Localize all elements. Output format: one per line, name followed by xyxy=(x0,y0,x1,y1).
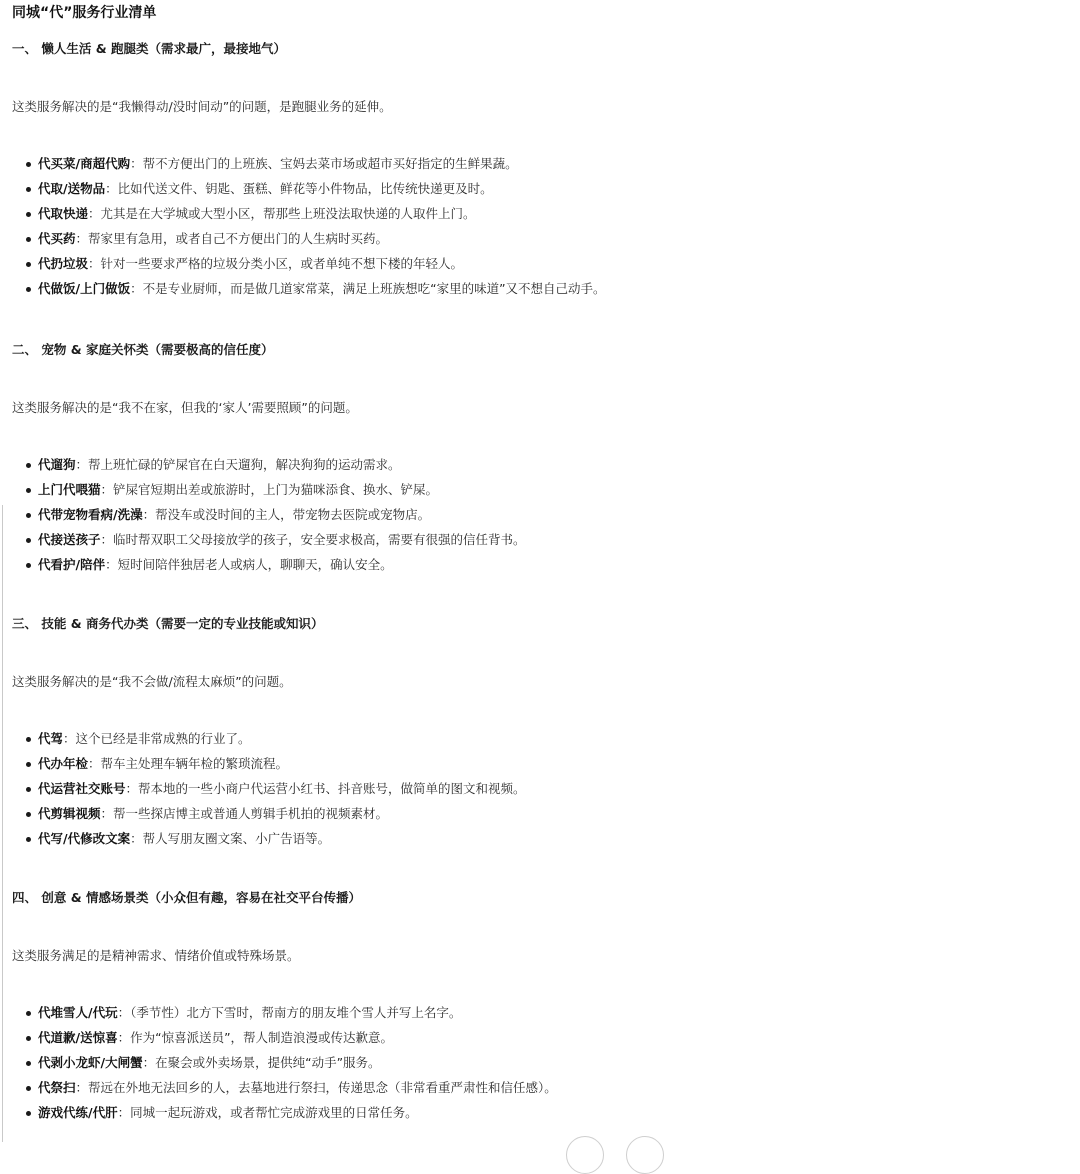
bullet-icon xyxy=(26,1036,31,1041)
service-description: 帮家里有急用，或者自己不方便出门的人生病时买药。 xyxy=(88,231,389,246)
service-description: 帮上班忙碌的铲屎官在白天遛狗，解决狗狗的运动需求。 xyxy=(88,457,401,472)
bullet-icon xyxy=(26,812,31,817)
service-term: 代道歉/送惊喜 xyxy=(38,1030,118,1045)
service-description: 在聚会或外卖场景，提供纯“动手”服务。 xyxy=(155,1055,381,1070)
left-vertical-rule xyxy=(2,505,3,1142)
service-description: 同城一起玩游戏，或者帮忙完成游戏里的日常任务。 xyxy=(130,1105,418,1120)
list-item xyxy=(12,155,606,180)
separator: ： xyxy=(105,181,118,196)
service-description: 不是专业厨师，而是做几道家常菜，满足上班族想吃“家里的味道”又不想自己动手。 xyxy=(142,281,606,296)
service-term: 代剪辑视频 xyxy=(38,806,101,821)
service-description: 帮人写朋友圈文案、小广告语等。 xyxy=(142,831,331,846)
bullet-icon xyxy=(26,1061,31,1066)
separator: ： xyxy=(75,231,89,246)
service-term: 代接送孩子 xyxy=(38,532,101,547)
service-list xyxy=(12,155,606,305)
service-description: 帮车主处理车辆年检的繁琐流程。 xyxy=(100,756,289,771)
service-description: 帮远在外地无法回乡的人，去墓地进行祭扫，传递思念（非常看重严肃性和信任感）。 xyxy=(88,1080,557,1095)
list-item xyxy=(12,805,526,830)
list-item xyxy=(12,456,526,481)
bullet-icon xyxy=(26,513,31,518)
separator: ： xyxy=(88,206,101,221)
list-item xyxy=(12,1004,557,1029)
section-intro: 这类服务解决的是“我懒得动/没时间动”的问题，是跑腿业务的延伸。 xyxy=(12,99,392,114)
list-item xyxy=(12,1054,557,1079)
service-term: 代办年检 xyxy=(38,756,89,771)
service-term: 代取/送物品 xyxy=(38,181,106,196)
section-heading: 一、 懒人生活 & 跑腿类（需求最广，最接地气） xyxy=(12,41,286,56)
service-term: 代带宠物看病/洗澡 xyxy=(38,507,143,522)
separator: ： xyxy=(117,1005,131,1020)
bullet-icon xyxy=(26,762,31,767)
list-item xyxy=(12,1029,557,1054)
list-item xyxy=(12,230,606,255)
service-term: 代遛狗 xyxy=(38,457,76,472)
list-item xyxy=(12,1079,557,1104)
bullet-icon xyxy=(26,463,31,468)
section-intro: 这类服务满足的是精神需求、情绪价值或特殊场景。 xyxy=(12,948,300,963)
separator: ： xyxy=(105,557,118,572)
service-term: 代看护/陪伴 xyxy=(38,557,106,572)
list-item xyxy=(12,205,606,230)
separator: ： xyxy=(100,532,114,547)
list-item xyxy=(12,180,606,205)
bullet-icon xyxy=(26,538,31,543)
list-item xyxy=(12,556,526,581)
list-item xyxy=(12,531,526,556)
list-item xyxy=(12,755,526,780)
list-item xyxy=(12,780,526,805)
service-description: 针对一些要求严格的垃圾分类小区，或者单纯不想下楼的年轻人。 xyxy=(100,256,464,271)
service-list xyxy=(12,456,526,581)
service-term: 代写/代修改文案 xyxy=(38,831,131,846)
service-description: 帮本地的一些小商户代运营小红书、抖音账号，做简单的图文和视频。 xyxy=(138,781,526,796)
list-item xyxy=(12,730,526,755)
service-description: 这个已经是非常成熟的行业了。 xyxy=(75,731,251,746)
bullet-icon xyxy=(26,737,31,742)
bullet-icon xyxy=(26,187,31,192)
bullet-icon xyxy=(26,1111,31,1116)
bullet-icon xyxy=(26,563,31,568)
list-item xyxy=(12,481,526,506)
separator: ： xyxy=(125,781,139,796)
bullet-icon xyxy=(26,237,31,242)
separator: ： xyxy=(142,507,156,522)
bullet-icon xyxy=(26,488,31,493)
section-intro: 这类服务解决的是“我不会做/流程太麻烦”的问题。 xyxy=(12,674,292,689)
list-item xyxy=(12,255,606,280)
service-term: 代做饭/上门做饭 xyxy=(38,281,131,296)
service-description: 尤其是在大学城或大型小区，帮那些上班没法取快递的人取件上门。 xyxy=(100,206,476,221)
bullet-icon xyxy=(26,1086,31,1091)
bullet-icon xyxy=(26,787,31,792)
list-item xyxy=(12,280,606,305)
separator: ： xyxy=(130,281,143,296)
service-term: 代驾 xyxy=(38,731,64,746)
service-description: 临时帮双职工父母接放学的孩子，安全要求极高，需要有很强的信任背书。 xyxy=(113,532,526,547)
service-list xyxy=(12,730,526,855)
bullet-icon xyxy=(26,262,31,267)
service-description: 帮一些探店博主或普通人剪辑手机拍的视频素材。 xyxy=(113,806,389,821)
bullet-icon xyxy=(26,212,31,217)
service-description: 帮没车或没时间的主人，带宠物去医院或宠物店。 xyxy=(155,507,431,522)
service-description: 比如代送文件、钥匙、蛋糕、鲜花等小件物品，比传统快递更及时。 xyxy=(117,181,493,196)
service-term: 代扔垃圾 xyxy=(38,256,89,271)
separator: ： xyxy=(130,156,143,171)
service-term: 代买菜/商超代购 xyxy=(38,156,131,171)
service-term: 代堆雪人/代玩 xyxy=(38,1005,118,1020)
list-item xyxy=(12,830,526,855)
separator: ： xyxy=(117,1105,131,1120)
separator: ： xyxy=(88,756,101,771)
separator: ： xyxy=(88,256,101,271)
bullet-icon xyxy=(26,1011,31,1016)
service-description: 短时间陪伴独居老人或病人，聊聊天，确认安全。 xyxy=(117,557,393,572)
section-heading: 四、 创意 & 情感场景类（小众但有趣，容易在社交平台传播） xyxy=(12,890,361,905)
separator: ： xyxy=(117,1030,131,1045)
separator: ： xyxy=(100,806,114,821)
separator: ： xyxy=(75,1080,89,1095)
separator: ： xyxy=(130,831,143,846)
separator: ： xyxy=(100,482,114,497)
bullet-icon xyxy=(26,287,31,292)
service-description: （季节性）北方下雪时，帮南方的朋友堆个雪人并写上名字。 xyxy=(130,1005,462,1020)
service-description: 铲屎官短期出差或旅游时，上门为猫咪添食、换水、铲屎。 xyxy=(113,482,439,497)
bullet-icon xyxy=(26,162,31,167)
section-heading: 三、 技能 & 商务代办类（需要一定的专业技能或知识） xyxy=(12,616,324,631)
list-item xyxy=(12,506,526,531)
service-term: 代买药 xyxy=(38,231,76,246)
service-term: 代取快递 xyxy=(38,206,89,221)
service-term: 代运营社交账号 xyxy=(38,781,126,796)
section-heading: 二、 宠物 & 家庭关怀类（需要极高的信任度） xyxy=(12,342,274,357)
service-term: 代祭扫 xyxy=(38,1080,76,1095)
service-term: 上门代喂猫 xyxy=(38,482,101,497)
service-list xyxy=(12,1004,557,1129)
list-item xyxy=(12,1104,557,1129)
service-term: 代剥小龙虾/大闸蟹 xyxy=(38,1055,143,1070)
service-term: 游戏代练/代肝 xyxy=(38,1105,118,1120)
separator: ： xyxy=(75,457,89,472)
bullet-icon xyxy=(26,837,31,842)
document-title: 同城“代”服务行业清单 xyxy=(12,5,157,21)
service-description: 帮不方便出门的上班族、宝妈去菜市场或超市买好指定的生鲜果蔬。 xyxy=(142,156,518,171)
service-description: 作为“惊喜派送员”，帮人制造浪漫或传达歉意。 xyxy=(130,1030,394,1045)
separator: ： xyxy=(142,1055,156,1070)
separator: ： xyxy=(63,731,76,746)
section-intro: 这类服务解决的是“我不在家，但我的‘家人’需要照顾”的问题。 xyxy=(12,400,358,415)
